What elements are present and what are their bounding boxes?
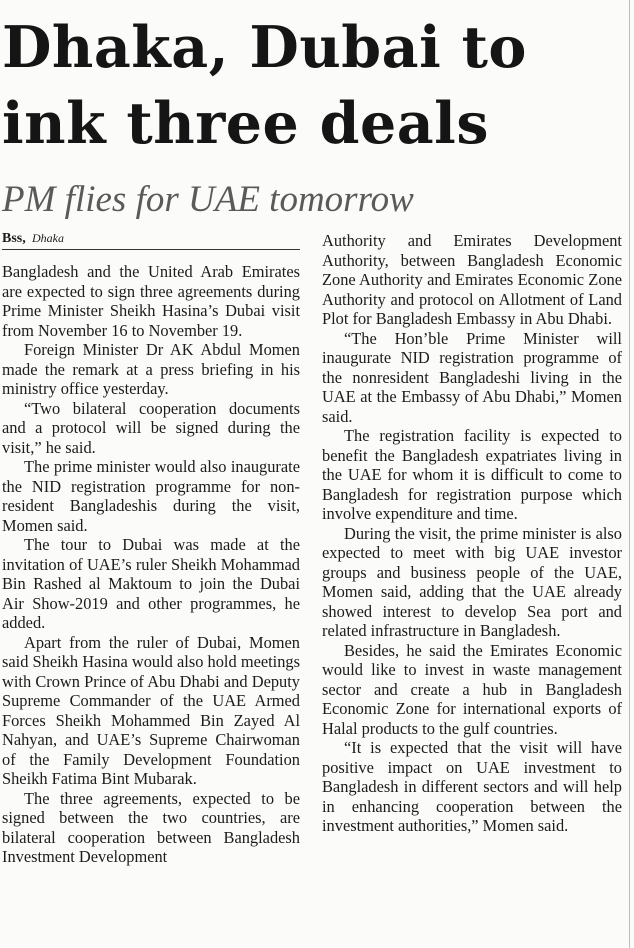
article-column-left — [2, 262, 300, 867]
paragraph: The tour to Dubai was made at the invitation of UAE’s ruler Sheikh Mohammad Bin Rashed al Maktoum to join the Dubai Air Show-2019 and other programmes, he added. — [2, 535, 300, 632]
paragraph: Bangladesh and the United Arab Emirates are expected to sign three agreements during Prime Minister Sheikh Hasina’s Dubai visit from November 16 to November 19. — [2, 262, 300, 340]
paragraph: During the visit, the prime minister is also expected to meet with big UAE investor groups and business people of the UAE, Momen said, adding that the UAE already showed interest to develop Sea port and related infrastructure in Bangladesh. — [322, 523, 622, 640]
paragraph: The registration facility is expected to benefit the Bangladesh expatriates living in the UAE for whom it is difficult to come to Bangladesh for registration purpose which involve expenditure and time. — [322, 426, 622, 523]
subheadline: PM flies for UAE tomorrow — [2, 179, 414, 220]
paragraph: “It is expected that the visit will have positive impact on UAE investment to Bangladesh in different sectors and will help in enhancing cooperation between the investment authorities,” Momen said. — [322, 738, 622, 835]
paragraph: The three agreements, expected to be signed between the two countries, are bilateral cooperation between Bangladesh Investment Development — [2, 788, 300, 866]
headline-line-2: ink three deals — [2, 90, 489, 157]
headline-line-1: Dhaka, Dubai to — [2, 14, 527, 81]
article-column-right — [322, 231, 622, 836]
paragraph: “The Hon’ble Prime Minister will inaugurate NID registration programme of the nonresident Bangladeshi living in the UAE at the Embassy of Abu Dhabi,” Momen said. — [322, 328, 622, 426]
byline — [2, 229, 300, 250]
paragraph: The prime minister would also inaugurate the NID registration programme for non-resident Bangladeshis during the visit, Momen said. — [2, 457, 300, 535]
paragraph: “Two bilateral cooperation documents and a protocol will be signed during the visit,” he said. — [2, 398, 300, 457]
paragraph: Authority and Emirates Development Authority, between Bangladesh Economic Zone Authority and Emirates Economic Zone Authority and protocol on Allotment of Land Plot for Bangladesh Embassy in Abu Dhabi. — [322, 231, 622, 328]
column-divider-rule — [629, 0, 630, 948]
byline-agency: Bss, — [2, 231, 26, 246]
paragraph: Apart from the ruler of Dubai, Momen said Sheikh Hasina would also hold meetings with Crown Prince of Abu Dhabi and Deputy Supreme Commander of the UAE Armed Forces Sheikh Mohammed Bin Zayed Al Nahyan, and UAE’s Supreme Chairwoman of the Family Development Foundation Sheikh Fatima Bint Mubarak. — [2, 632, 300, 788]
paragraph: Besides, he said the Emirates Economic would like to invest in waste management sector and create a hub in Bangladesh Economic Zone for international exports of Halal products to the gulf countries. — [322, 640, 622, 738]
byline-place: Dhaka — [31, 231, 64, 245]
paragraph: Foreign Minister Dr AK Abdul Momen made the remark at a press briefing in his ministry office yesterday. — [2, 340, 300, 398]
headline — [2, 10, 527, 162]
